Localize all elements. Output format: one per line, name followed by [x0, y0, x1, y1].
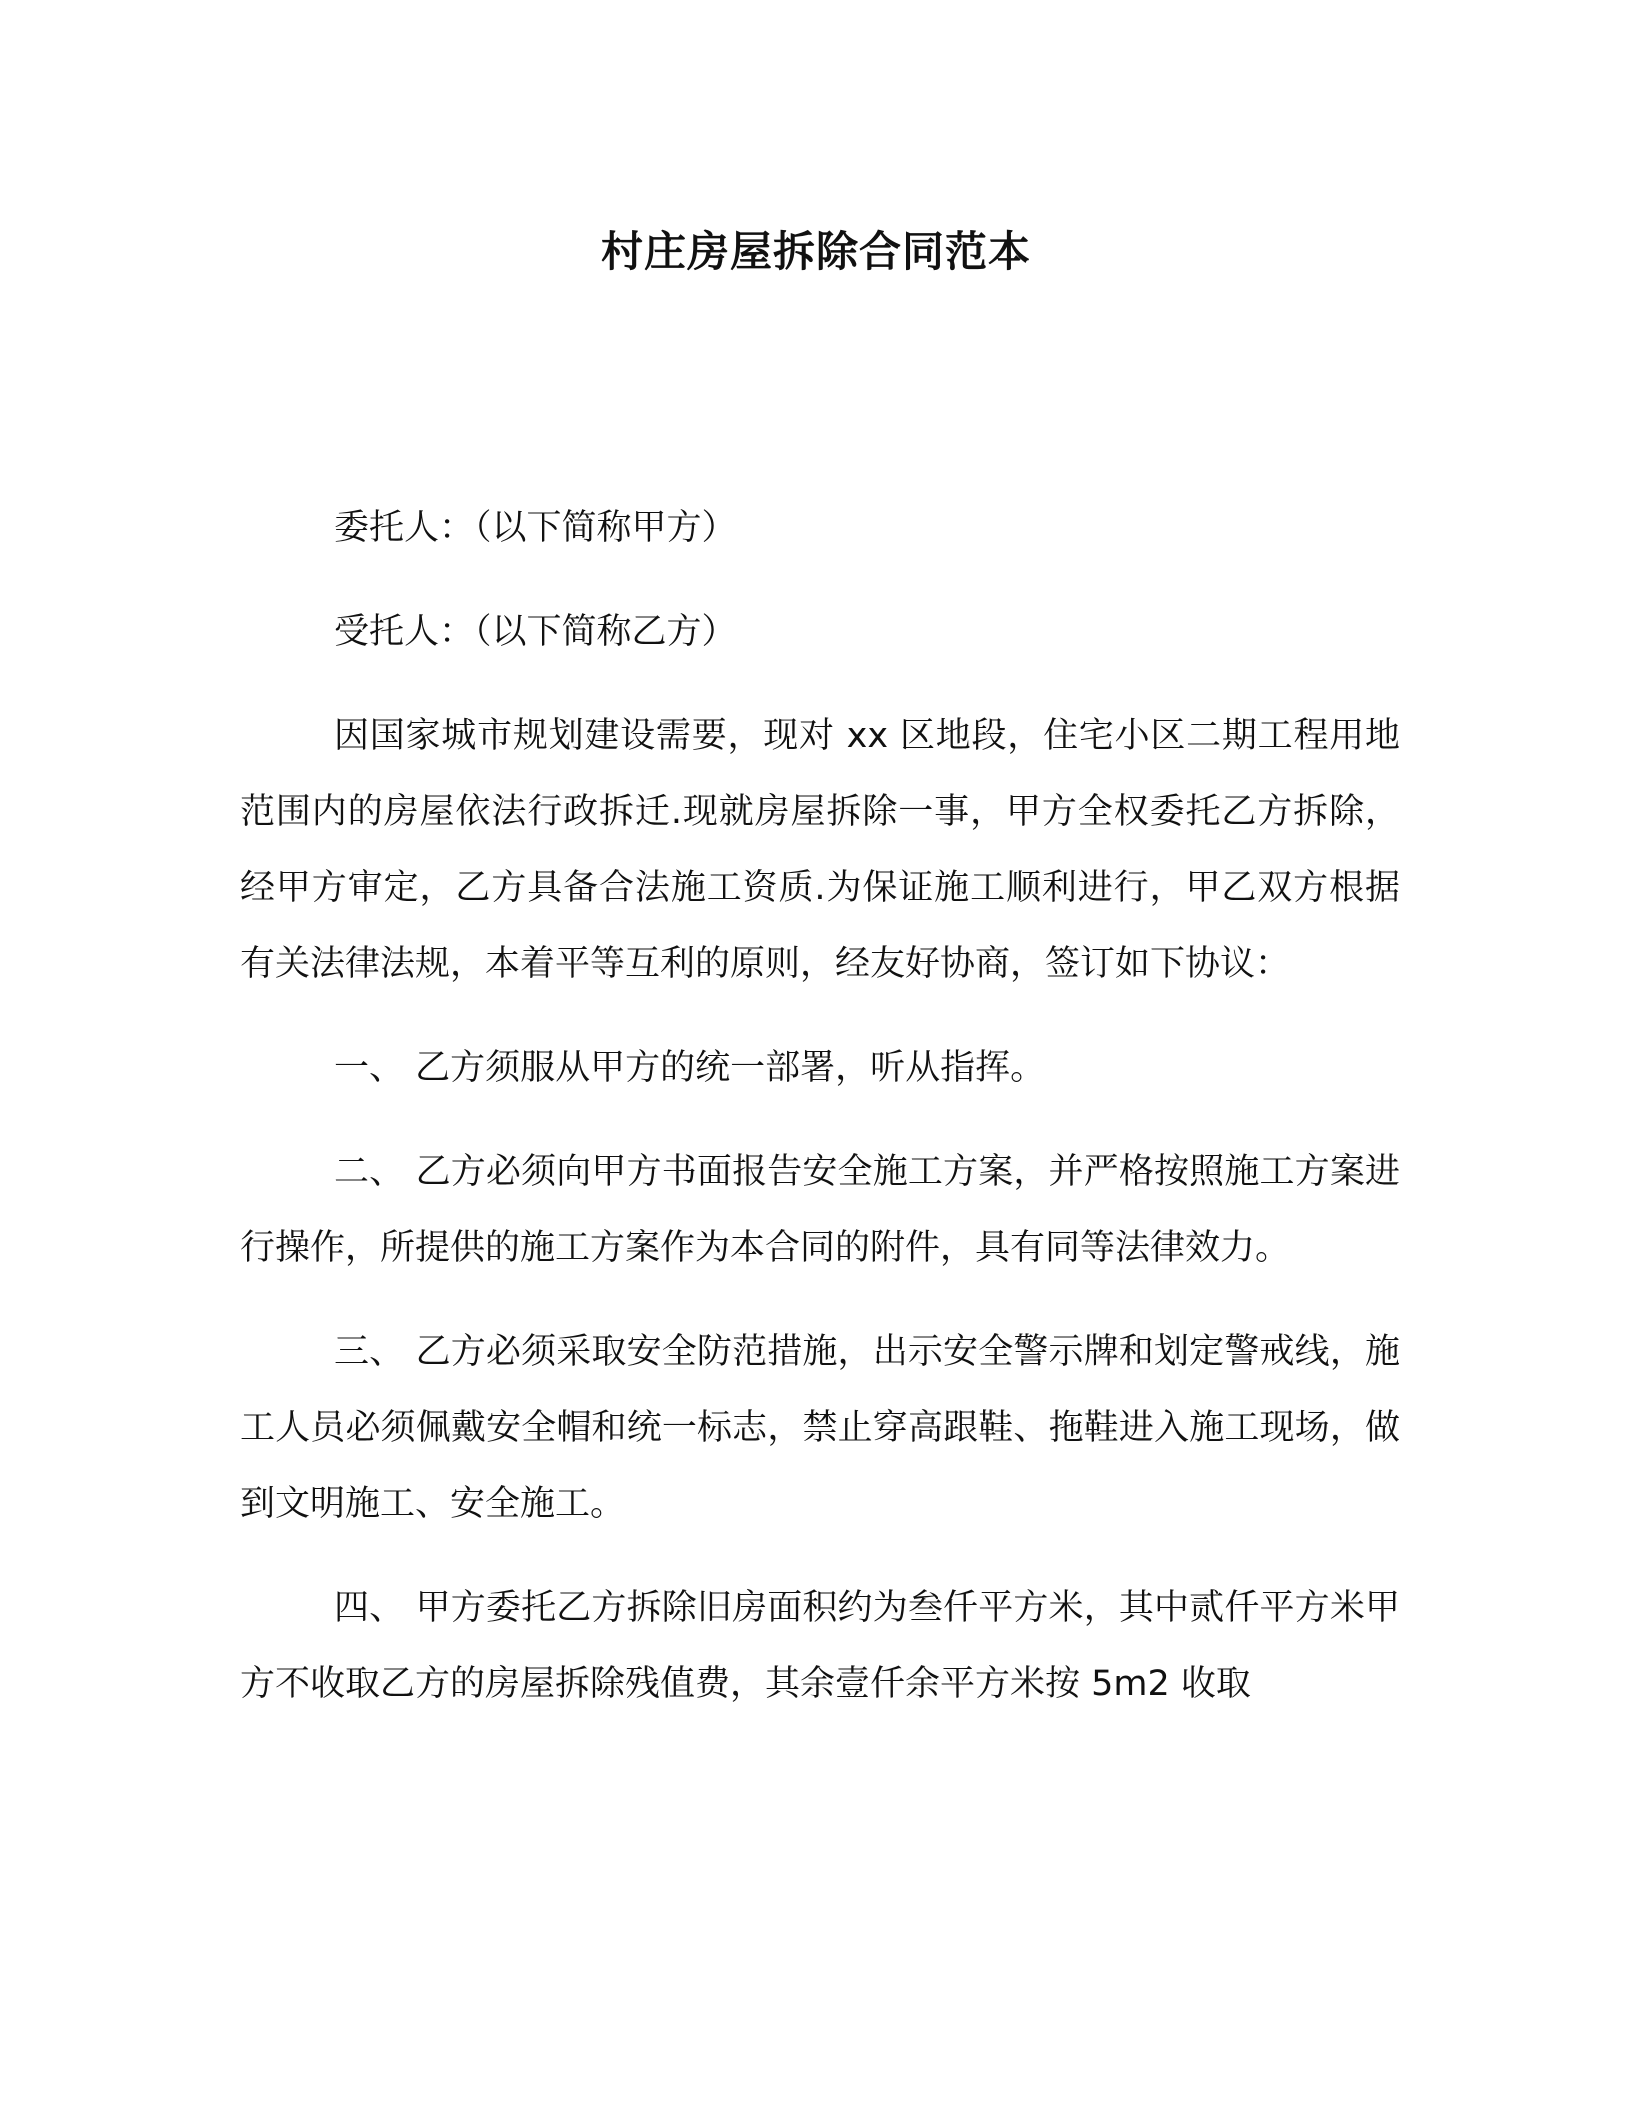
paragraph-preamble: 因国家城市规划建设需要，现对 xx 区地段，住宅小区二期工程用地范围内的房屋依法行政拆迁.现就房屋拆除一事，甲方全权委托乙方拆除，经甲方审定，乙方具备合法施工资质.为保证施工顺利进行，甲乙双方根据有关法律法规，本着平等互利的原则，经友好协商，签订如下协议： — [240, 716, 1400, 984]
document-body — [240, 490, 1400, 1722]
clause-3: 三、 乙方必须采取安全防范措施，出示安全警示牌和划定警戒线，施工人员必须佩戴安全帽和统一标志，禁止穿高跟鞋、拖鞋进入施工现场，做到文明施工、安全施工。 — [240, 1332, 1400, 1524]
clause-4: 四、 甲方委托乙方拆除旧房面积约为叁仟平方米，其中贰仟平方米甲方不收取乙方的房屋拆除残值费，其余壹仟余平方米按 5m2 收取 — [240, 1588, 1400, 1704]
paragraph-agent: 受托人：（以下简称乙方） — [334, 612, 737, 652]
clause-1: 一、 乙方须服从甲方的统一部署，听从指挥。 — [334, 1048, 1046, 1088]
paragraph-principal: 委托人：（以下简称甲方） — [334, 508, 737, 548]
document-title: 村庄房屋拆除合同范本 — [600, 227, 1031, 276]
clause-2: 二、 乙方必须向甲方书面报告安全施工方案，并严格按照施工方案进行操作，所提供的施工方案作为本合同的附件，具有同等法律效力。 — [240, 1152, 1400, 1268]
